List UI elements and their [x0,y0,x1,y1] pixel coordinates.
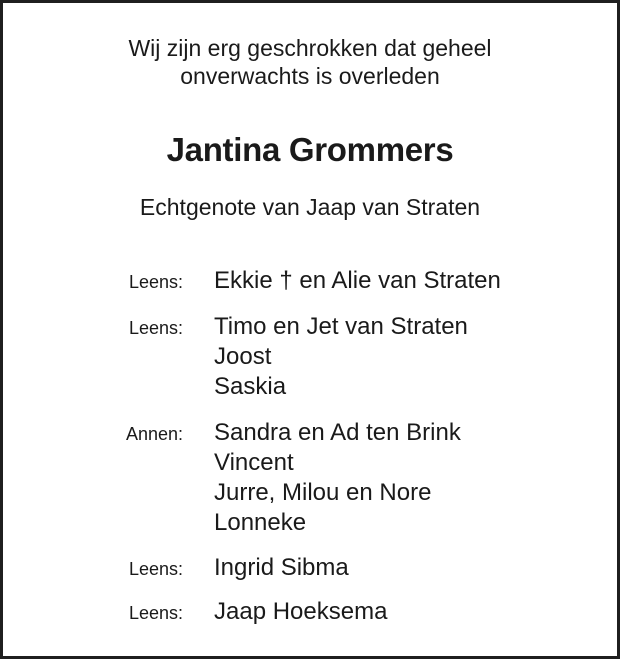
family-names [214,553,349,583]
intro-line-1: Wij zijn erg geschrokken dat geheel [128,35,492,61]
family-names [214,266,501,296]
family-place: Leens: [128,559,183,579]
spouse-line: Echtgenote van Jaap van Straten [139,194,481,220]
family-names [214,418,461,538]
family-member: Lonneke [214,509,307,536]
family-place: Annen: [125,424,183,444]
deceased-name: Jantina Grommers [166,131,454,168]
family-member: Timo en Jet van Straten [214,313,468,340]
family-member: Sandra en Ad ten Brink [214,419,461,446]
family-member: Vincent [214,449,294,476]
family-member: Ingrid Sibma [214,554,349,581]
family-place: Leens: [128,272,183,292]
family-names [214,597,387,627]
family-member: Joost [214,343,272,370]
intro-line-2: onverwachts is overleden [180,63,440,89]
family-member: Ekkie † en Alie van Straten [214,267,501,294]
family-names [214,312,468,402]
family-member: Saskia [214,373,287,400]
intro-text [0,34,620,90]
family-place: Leens: [128,603,183,623]
family-member: Jaap Hoeksema [214,598,388,625]
family-member: Jurre, Milou en Nore [214,479,432,506]
family-place: Leens: [128,318,183,338]
